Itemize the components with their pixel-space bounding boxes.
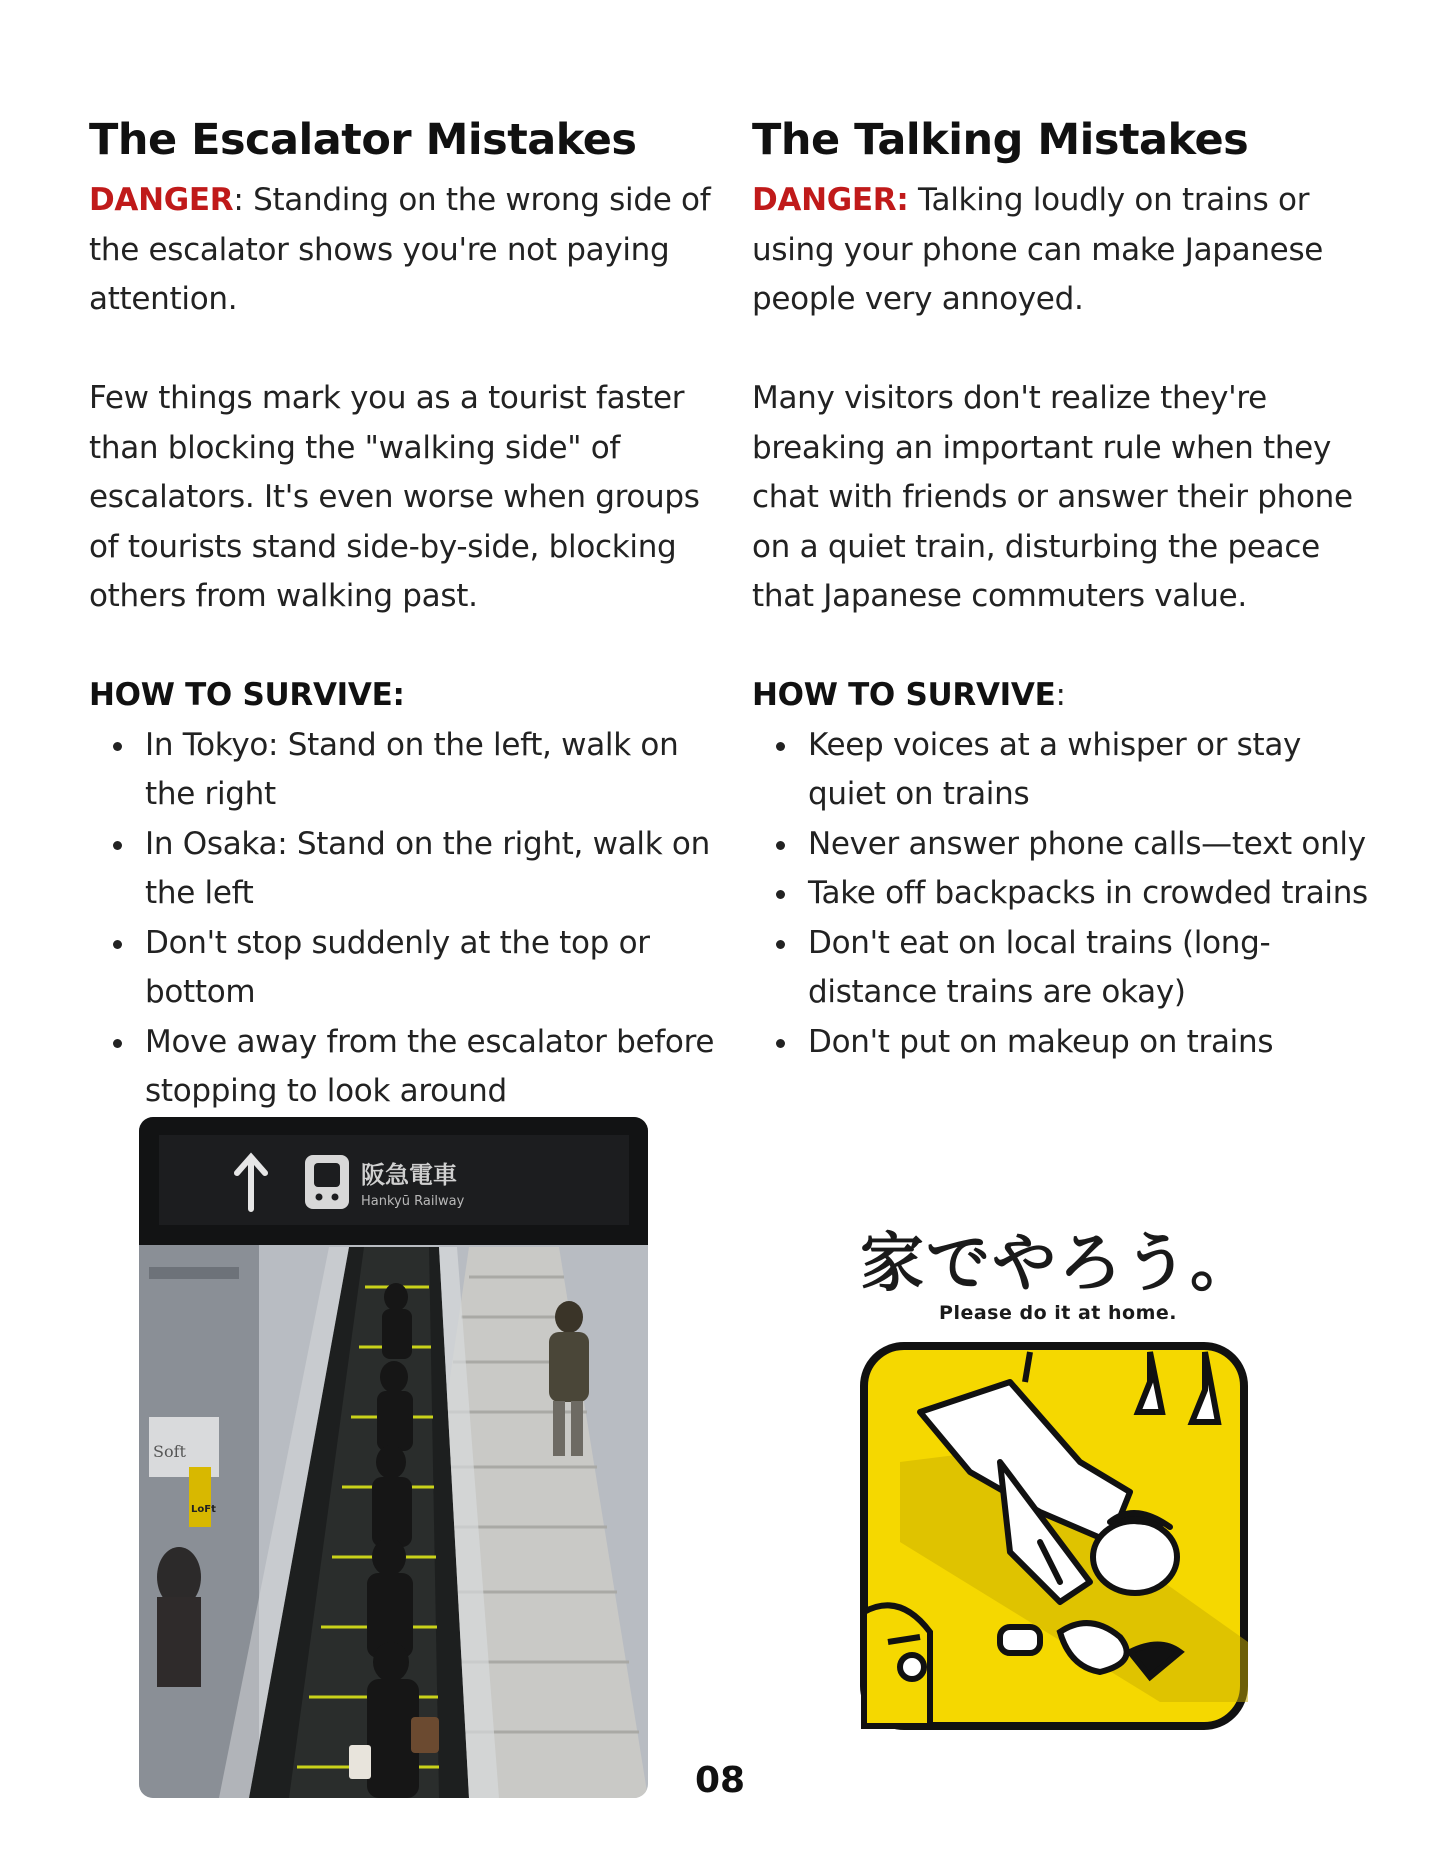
danger-label: DANGER: <box>752 182 909 218</box>
railway-sign-english: Hankyū Railway <box>361 1194 465 1209</box>
loft-sign: LoFt <box>191 1504 216 1515</box>
escalator-heading: The Escalator Mistakes <box>89 115 637 165</box>
escalator-danger <box>89 176 719 325</box>
talking-danger <box>752 176 1372 325</box>
survive-line <box>752 671 1372 721</box>
survive-colon: : <box>1055 677 1066 713</box>
store-sign: Soft <box>153 1442 186 1461</box>
manners-poster-illustration <box>860 1342 1248 1730</box>
poster-japanese-title: 家でやろう。 <box>860 1227 1256 1301</box>
list-item: Take off backpacks in crowded trains <box>752 869 1372 919</box>
railway-sign-japanese: 阪急電車 <box>361 1161 457 1189</box>
page-number: 08 <box>694 1760 746 1801</box>
talking-tips-list <box>752 721 1372 1068</box>
escalator-photo <box>139 1117 648 1798</box>
talking-heading: The Talking Mistakes <box>752 115 1249 165</box>
escalator-section <box>89 112 719 1117</box>
list-item: Don't eat on local trains (long-distance trains are okay) <box>752 919 1372 1018</box>
list-item: Keep voices at a whisper or stay quiet on trains <box>752 721 1372 820</box>
survive-label: HOW TO SURVIVE <box>752 677 1056 713</box>
list-item: Move away from the escalator before stopping to look around <box>89 1018 719 1117</box>
list-item: Never answer phone calls—text only <box>752 820 1372 870</box>
list-item: In Tokyo: Stand on the left, walk on the right <box>89 721 719 820</box>
poster-english-subtitle: Please do it at home. <box>939 1302 1177 1324</box>
talking-body: Many visitors don't realize they're breaking an important rule when they chat with friends or answer their phone on a quiet train, disturbing the peace that Japanese commuters value. <box>752 380 1353 614</box>
survive-label: HOW TO SURVIVE: <box>89 677 405 713</box>
talking-section <box>752 112 1372 1067</box>
list-item: Don't stop suddenly at the top or bottom <box>89 919 719 1018</box>
danger-text: Talking loudly on trains or using your phone can make Japanese people very annoyed. <box>752 182 1324 317</box>
danger-text: : Standing on the wrong side of the escalator shows you're not paying attention. <box>89 182 711 317</box>
danger-label: DANGER <box>89 182 234 218</box>
list-item: Don't put on makeup on trains <box>752 1018 1372 1068</box>
escalator-tips-list <box>89 721 719 1117</box>
list-item: In Osaka: Stand on the right, walk on the left <box>89 820 719 919</box>
escalator-body: Few things mark you as a tourist faster than blocking the "walking side" of escalators. It's even worse when groups of tourists stand side-by-side, blocking others from walking past. <box>89 380 700 614</box>
